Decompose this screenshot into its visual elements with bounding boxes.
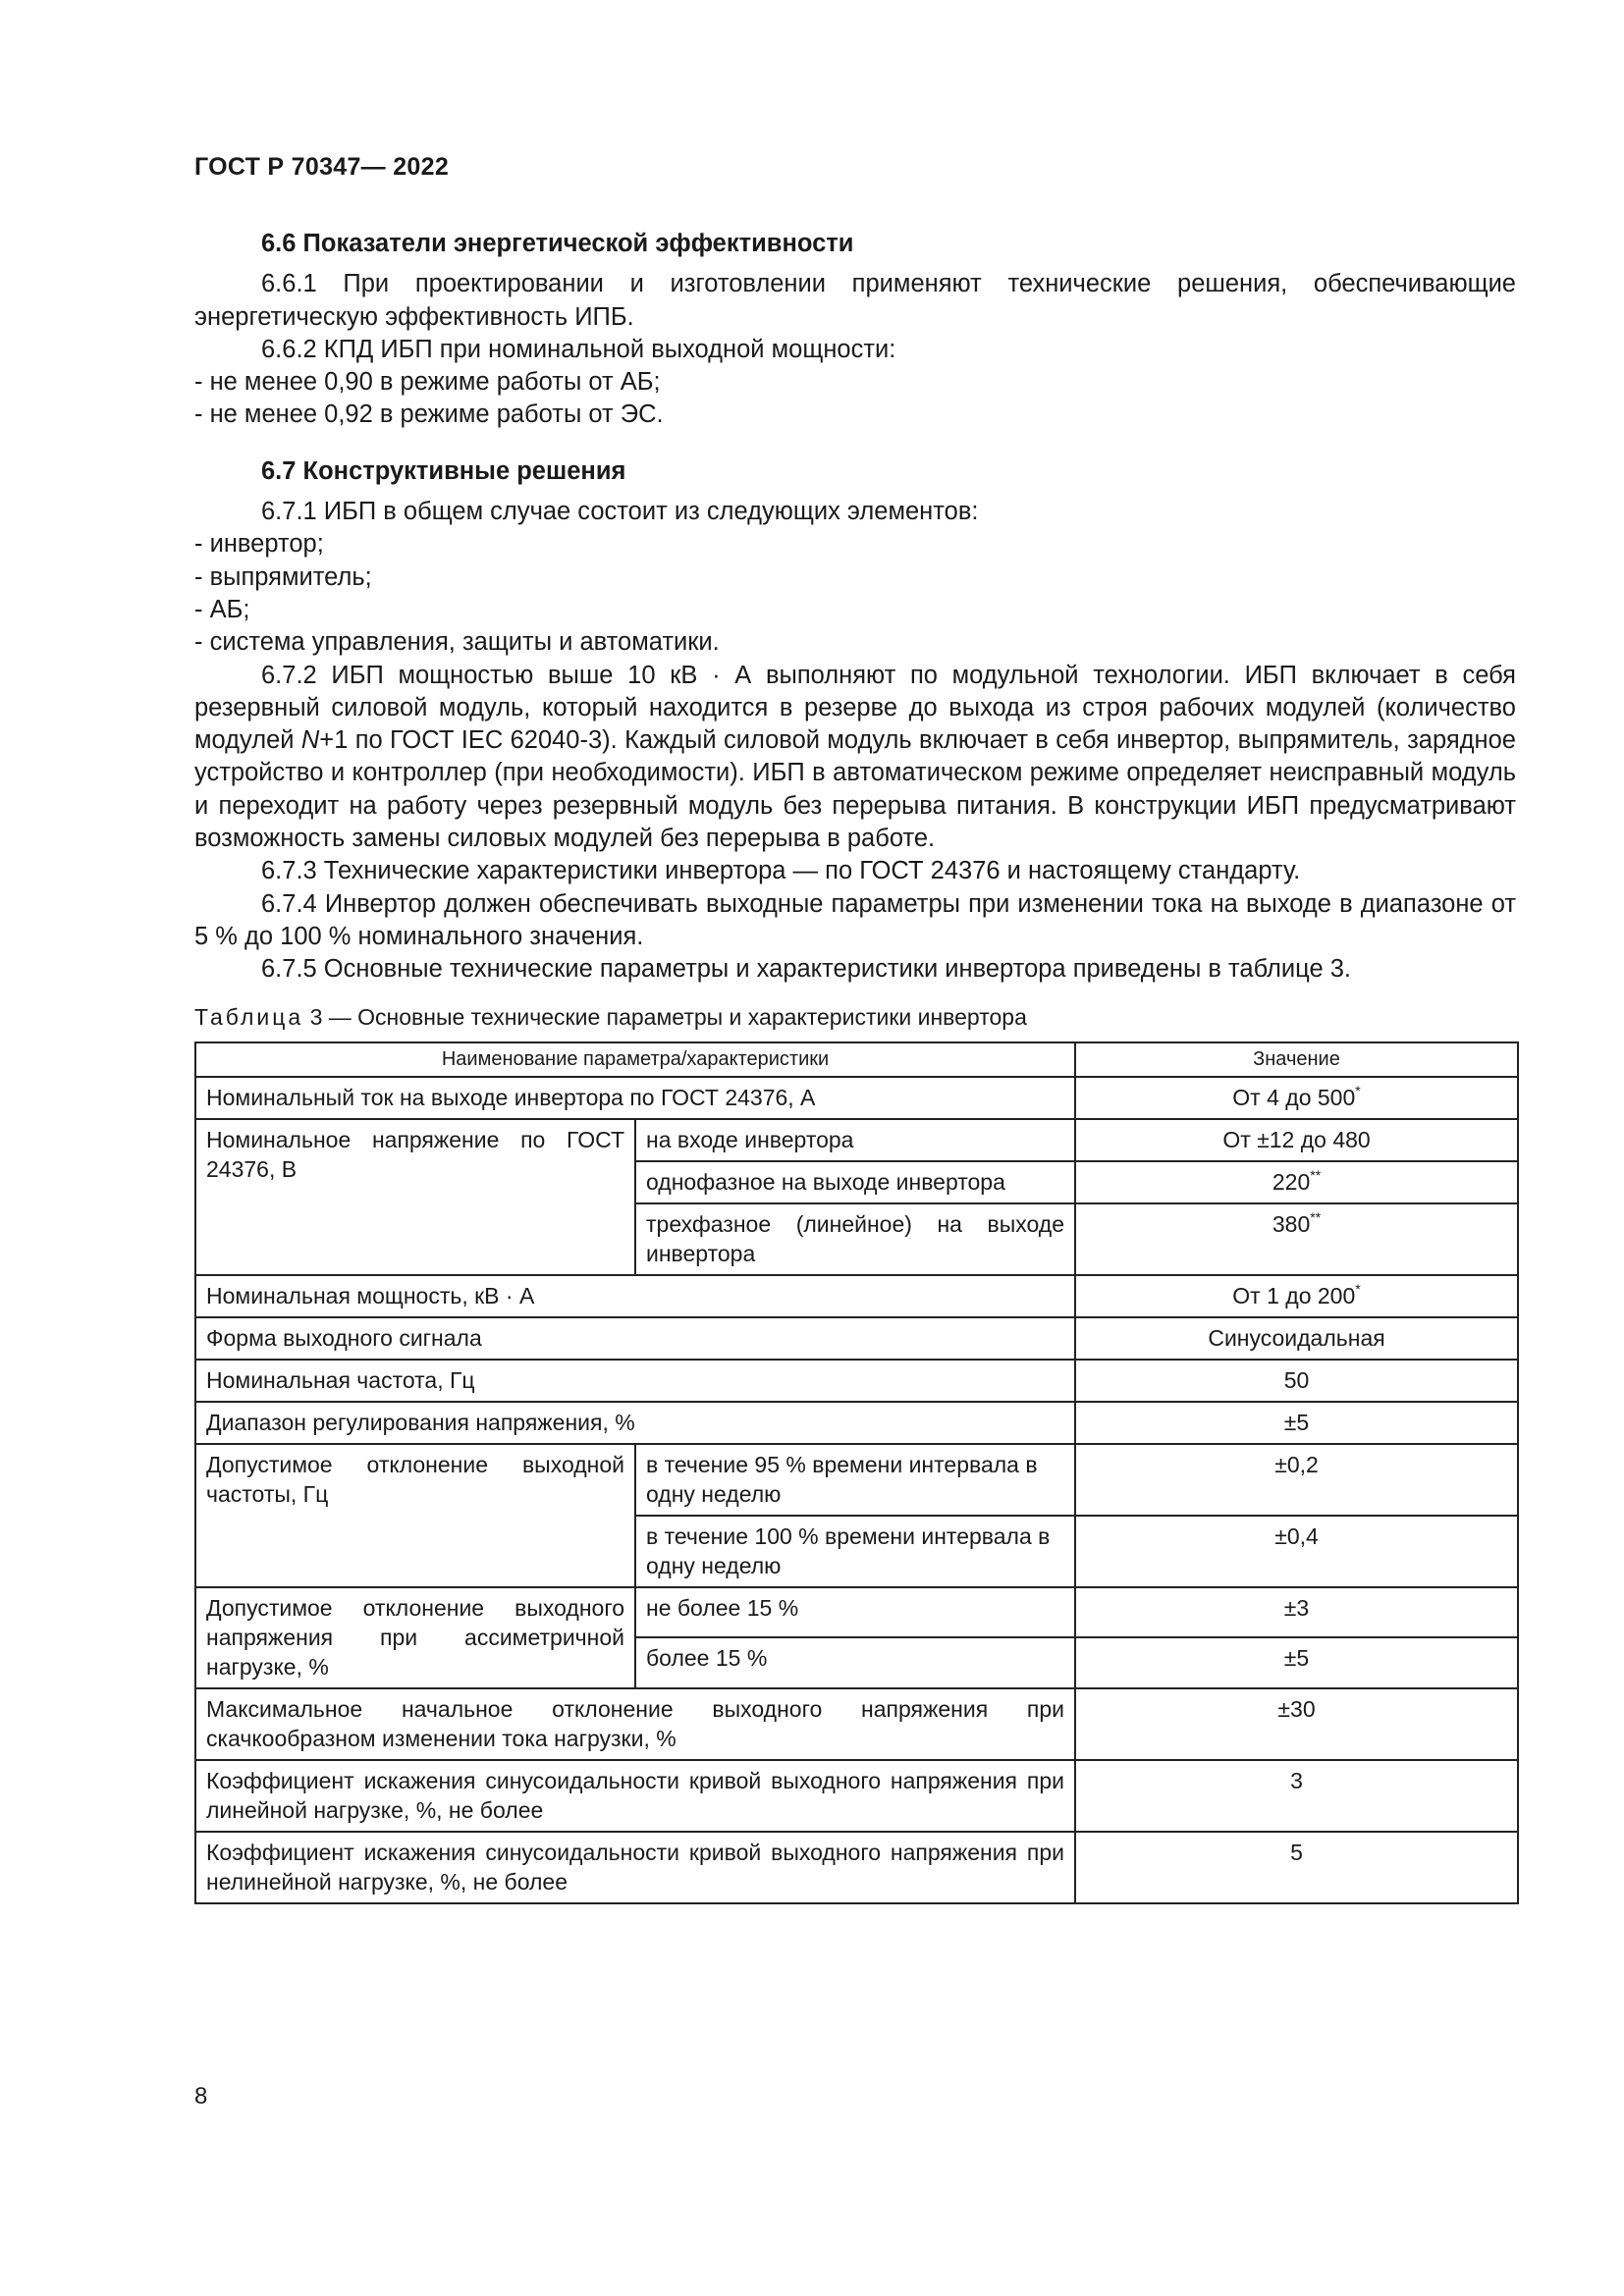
footnote-mark: * bbox=[1355, 1280, 1361, 1297]
value-cell bbox=[1075, 1203, 1518, 1275]
clause-6-6-2: 6.6.2 КПД ИБП при номинальной выходной мощности: bbox=[261, 335, 896, 363]
param-cell: Коэффициент искажения синусоидальности кривой выходного напряжения при нелинейной нагрузке, %, не более bbox=[195, 1832, 1075, 1903]
value-text: От 1 до 200 bbox=[1232, 1282, 1356, 1308]
table-row bbox=[195, 1317, 1518, 1360]
clause-6-7-4: 6.7.4 Инвертор должен обеспечивать выходные параметры при изменении тока на выходе в диапазоне от 5 % до 100 % номинального значения. bbox=[194, 889, 1516, 950]
list-item: - инвертор; bbox=[194, 530, 324, 559]
page-number: 8 bbox=[194, 2083, 208, 2109]
efficiency-list bbox=[194, 366, 1516, 432]
clause-6-7-1: 6.7.1 ИБП в общем случае состоит из следующих элементов: bbox=[261, 498, 979, 526]
value-cell bbox=[1075, 1077, 1518, 1119]
clause-6-7-5: 6.7.5 Основные технические параметры и характеристики инвертора приведены в таблице 3. bbox=[261, 955, 1352, 984]
value-cell: 3 bbox=[1075, 1760, 1518, 1832]
sub-param-cell: не более 15 % bbox=[635, 1587, 1075, 1638]
inverter-parameters-table bbox=[194, 1041, 1519, 1904]
value-cell: 5 bbox=[1075, 1832, 1518, 1903]
value-cell: ±5 bbox=[1075, 1402, 1518, 1444]
value-cell bbox=[1075, 1161, 1518, 1203]
clause-6-6-1: 6.6.1 При проектировании и изготовлении применяют технические решения, обеспечивающие энергетическую эффективность ИПБ. bbox=[194, 270, 1516, 331]
table-row bbox=[195, 1402, 1518, 1444]
param-cell: Номинальная частота, Гц bbox=[195, 1360, 1075, 1402]
clause-6-7-3: 6.7.3 Технические характеристики инвертора — по ГОСТ 24376 и настоящему стандарту. bbox=[261, 857, 1301, 885]
sub-param-cell: более 15 % bbox=[635, 1637, 1075, 1688]
value-cell: ±5 bbox=[1075, 1637, 1518, 1688]
param-cell: Коэффициент искажения синусоидальности кривой выходного напряжения при линейной нагрузке, %, не более bbox=[195, 1760, 1075, 1832]
table-caption-label: Таблица bbox=[194, 1003, 304, 1030]
param-cell: Допустимое отклонение выходного напряжения при ассиметричной нагрузке, % bbox=[195, 1587, 635, 1688]
table-caption-text: 3 — Основные технические параметры и характеристики инвертора bbox=[309, 1003, 1027, 1030]
param-cell: Максимальное начальное отклонение выходного напряжения при скачкообразном изменении тока нагрузки, % bbox=[195, 1688, 1075, 1760]
param-cell: Диапазон регулирования напряжения, % bbox=[195, 1402, 1075, 1444]
page-content bbox=[194, 228, 1516, 1904]
clause-6-7-2-part1: 6.7.2 ИБП мощностью выше 10 кВ · А выполняют по модульной технологии. ИБП включает в себя резервный силовой модуль, который находится в резерве до выхода из строя рабочих модулей (количество модулей bbox=[194, 661, 1516, 755]
clause-6-7-2 bbox=[194, 660, 1516, 856]
list-item: - система управления, защиты и автоматики. bbox=[194, 628, 720, 657]
table-row bbox=[195, 1119, 1518, 1161]
param-cell: Форма выходного сигнала bbox=[195, 1317, 1075, 1360]
table-row bbox=[195, 1832, 1518, 1903]
value-cell: Синусоидальная bbox=[1075, 1317, 1518, 1360]
column-header-parameter: Наименование параметра/характеристики bbox=[195, 1042, 1075, 1077]
footnote-mark: ** bbox=[1310, 1208, 1322, 1225]
table-row bbox=[195, 1444, 1518, 1516]
sub-param-cell: на входе инвертора bbox=[635, 1119, 1075, 1161]
value-cell: ±0,4 bbox=[1075, 1516, 1518, 1587]
document-code: ГОСТ Р 70347— 2022 bbox=[194, 153, 450, 181]
param-cell: Допустимое отклонение выходной частоты, Гц bbox=[195, 1444, 635, 1587]
param-cell: Номинальное напряжение по ГОСТ 24376, В bbox=[195, 1119, 635, 1275]
param-cell: Номинальная мощность, кВ · А bbox=[195, 1275, 1075, 1317]
table-row bbox=[195, 1587, 1518, 1638]
value-text: 380 bbox=[1272, 1210, 1311, 1237]
sub-param-cell: трехфазное (линейное) на выходе инвертора bbox=[635, 1203, 1075, 1275]
sub-param-cell: в течение 100 % времени интервала в одну неделю bbox=[635, 1516, 1075, 1587]
footnote-mark: * bbox=[1355, 1082, 1361, 1098]
sub-param-cell: однофазное на выходе инвертора bbox=[635, 1161, 1075, 1203]
value-text: 220 bbox=[1272, 1168, 1311, 1195]
value-cell: ±0,2 bbox=[1075, 1444, 1518, 1516]
list-item: - не менее 0,92 в режиме работы от ЭС. bbox=[194, 400, 664, 429]
clause-6-7-2-part2: +1 по ГОСТ IEC 62040-3). Каждый силовой модуль включает в себя инвертор, выпрямитель, зарядное устройство и контроллер (при необходимости). ИБП в автоматическом режиме определяет неисправный модуль и переходит на работу через резервный модуль без перерыва питания. В конструкции ИБП предусматривают возможность замены силовых модулей без перерыва в работе. bbox=[194, 726, 1516, 853]
list-item: - не менее 0,90 в режиме работы от АБ; bbox=[194, 368, 661, 397]
list-item: - АБ; bbox=[194, 595, 250, 623]
clause-6-7-2-italic-n: N bbox=[300, 726, 320, 755]
table-caption bbox=[194, 1002, 1516, 1032]
table-row bbox=[195, 1760, 1518, 1832]
param-cell: Номинальный ток на выходе инвертора по ГОСТ 24376, А bbox=[195, 1077, 1075, 1119]
value-text: От 4 до 500 bbox=[1232, 1084, 1356, 1110]
ups-elements-list bbox=[194, 528, 1516, 659]
table-header-row bbox=[195, 1042, 1518, 1077]
table-row bbox=[195, 1360, 1518, 1402]
section-6-7-title: 6.7 Конструктивные решения bbox=[261, 456, 626, 485]
value-cell: ±30 bbox=[1075, 1688, 1518, 1760]
footnote-mark: ** bbox=[1310, 1166, 1322, 1183]
value-cell: ±3 bbox=[1075, 1587, 1518, 1638]
section-6-6-title: 6.6 Показатели энергетической эффективности bbox=[261, 230, 854, 257]
table-row bbox=[195, 1275, 1518, 1317]
column-header-value: Значение bbox=[1075, 1042, 1518, 1077]
table-row bbox=[195, 1688, 1518, 1760]
list-item: - выпрямитель; bbox=[194, 562, 372, 591]
table-row bbox=[195, 1077, 1518, 1119]
sub-param-cell: в течение 95 % времени интервала в одну неделю bbox=[635, 1444, 1075, 1516]
value-cell: От ±12 до 480 bbox=[1075, 1119, 1518, 1161]
value-cell bbox=[1075, 1275, 1518, 1317]
value-cell: 50 bbox=[1075, 1360, 1518, 1402]
